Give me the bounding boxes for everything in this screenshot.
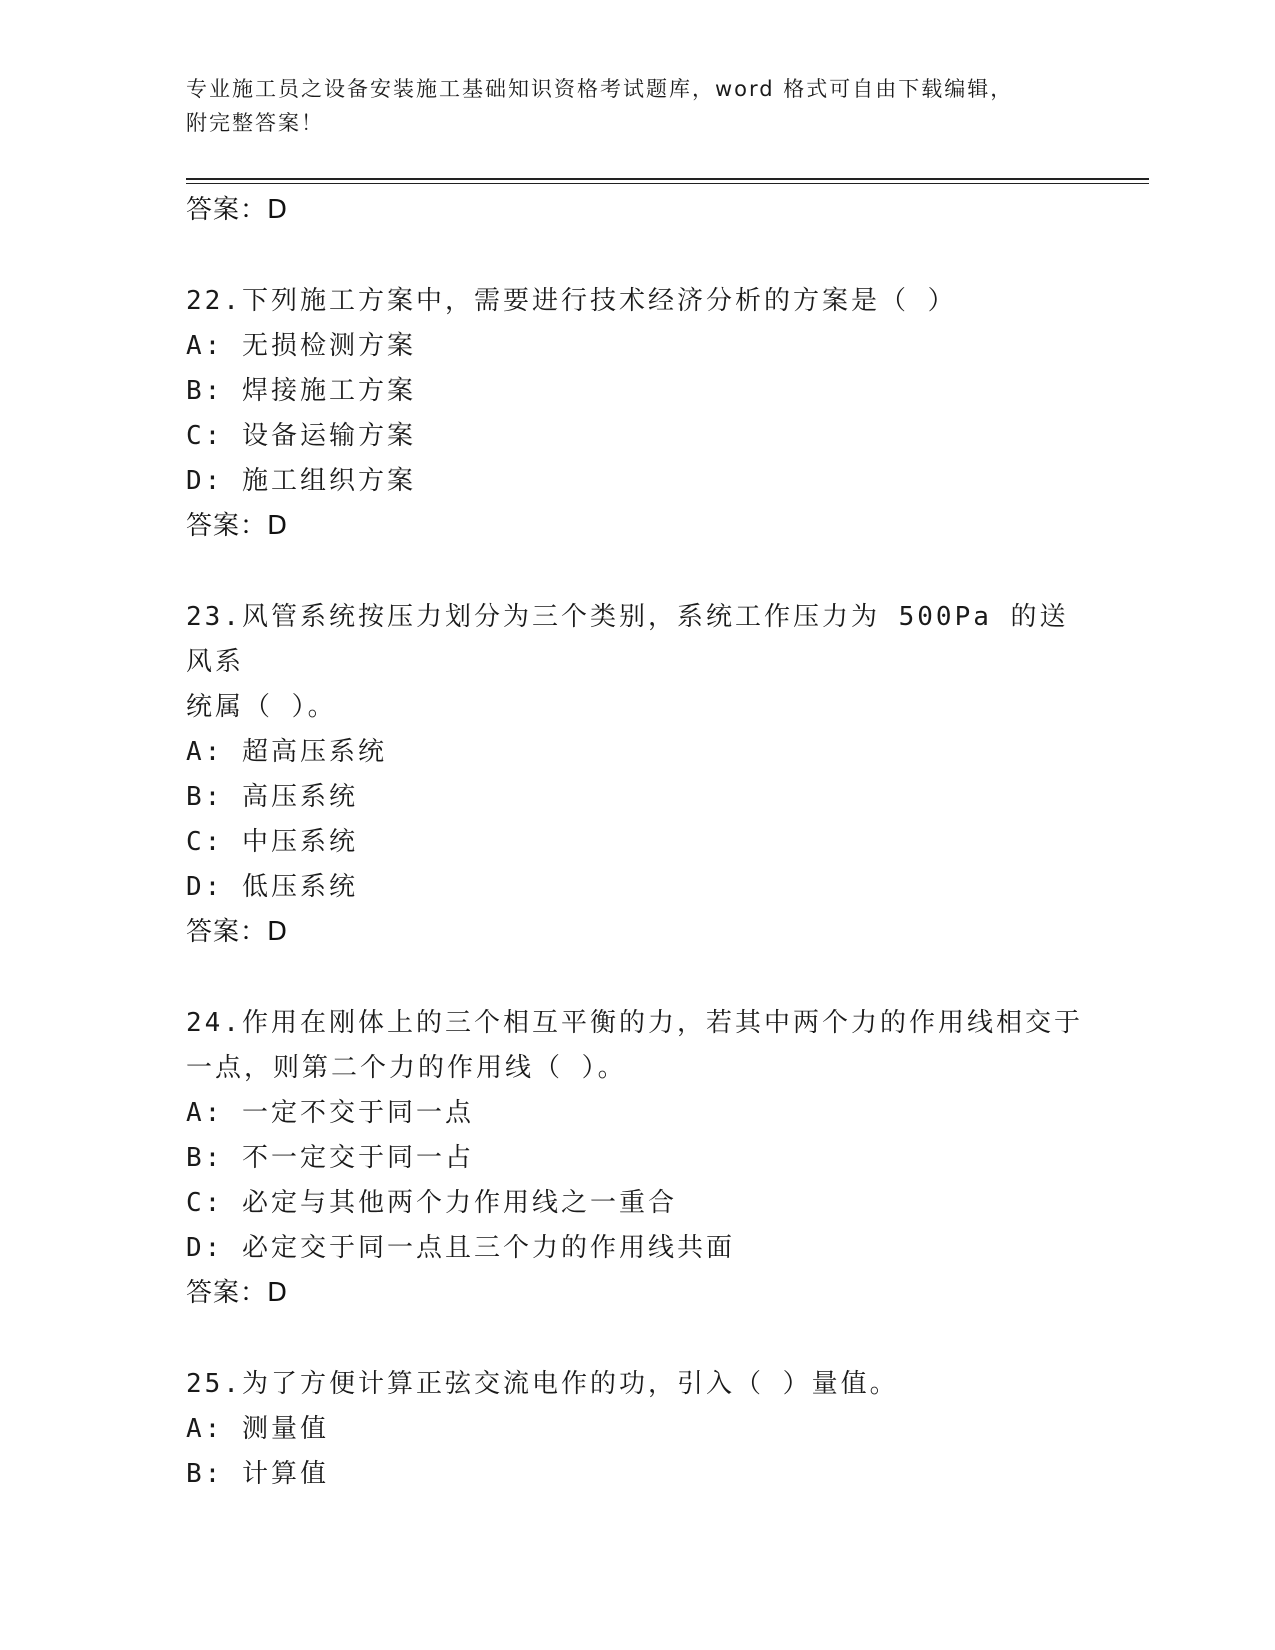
- header-divider-thick: [186, 178, 1149, 180]
- question-23-stem-line-1: 23.风管系统按压力划分为三个类别，系统工作压力为 500Pa 的送风系: [186, 602, 1069, 677]
- question-24-option-a: A: 一定不交于同一点: [186, 1098, 474, 1128]
- question-22-option-c: C: 设备运输方案: [186, 421, 416, 451]
- question-23-stem-line-2: 统属（ ）。: [186, 692, 337, 722]
- question-24-stem-line-1: 24.作用在刚体上的三个相互平衡的力，若其中两个力的作用线相交于: [186, 1008, 1083, 1038]
- spacer: [186, 549, 1086, 595]
- question-22: [186, 279, 1086, 549]
- document-header: [186, 72, 1066, 140]
- spacer: [186, 1316, 1086, 1362]
- question-24: [186, 1001, 1086, 1316]
- question-23-option-a: A: 超高压系统: [186, 737, 387, 767]
- question-22-option-d: D: 施工组织方案: [186, 466, 416, 496]
- question-23-option-b: B: 高压系统: [186, 782, 358, 812]
- previous-answer: 答案：D: [186, 195, 289, 225]
- question-25-stem: 25.为了方便计算正弦交流电作的功，引入（ ）量值。: [186, 1369, 899, 1399]
- question-25: [186, 1362, 1086, 1497]
- question-22-stem: 22.下列施工方案中，需要进行技术经济分析的方案是（ ）: [186, 286, 957, 316]
- question-23-option-c: C: 中压系统: [186, 827, 358, 857]
- question-24-stem-line-2: 一点，则第二个力的作用线（ ）。: [186, 1053, 627, 1083]
- question-23: [186, 595, 1086, 955]
- question-23-answer: 答案：D: [186, 917, 289, 947]
- question-23-option-d: D: 低压系统: [186, 872, 358, 902]
- spacer: [186, 233, 1086, 279]
- question-22-option-a: A: 无损检测方案: [186, 331, 416, 361]
- header-divider-thin: [186, 183, 1149, 184]
- question-24-answer: 答案：D: [186, 1278, 289, 1308]
- question-24-option-c: C: 必定与其他两个力作用线之一重合: [186, 1188, 677, 1218]
- question-list: [186, 188, 1086, 1497]
- question-24-option-d: D: 必定交于同一点且三个力的作用线共面: [186, 1233, 735, 1263]
- header-line-1: 专业施工员之设备安装施工基础知识资格考试题库，word 格式可自由下载编辑，: [186, 77, 1014, 101]
- question-25-option-a: A: 测量值: [186, 1414, 329, 1444]
- header-line-2: 附完整答案！: [186, 111, 324, 135]
- question-22-option-b: B: 焊接施工方案: [186, 376, 416, 406]
- question-24-option-b: B: 不一定交于同一占: [186, 1143, 474, 1173]
- question-25-option-b: B: 计算值: [186, 1459, 329, 1489]
- spacer: [186, 955, 1086, 1001]
- question-22-answer: 答案：D: [186, 511, 289, 541]
